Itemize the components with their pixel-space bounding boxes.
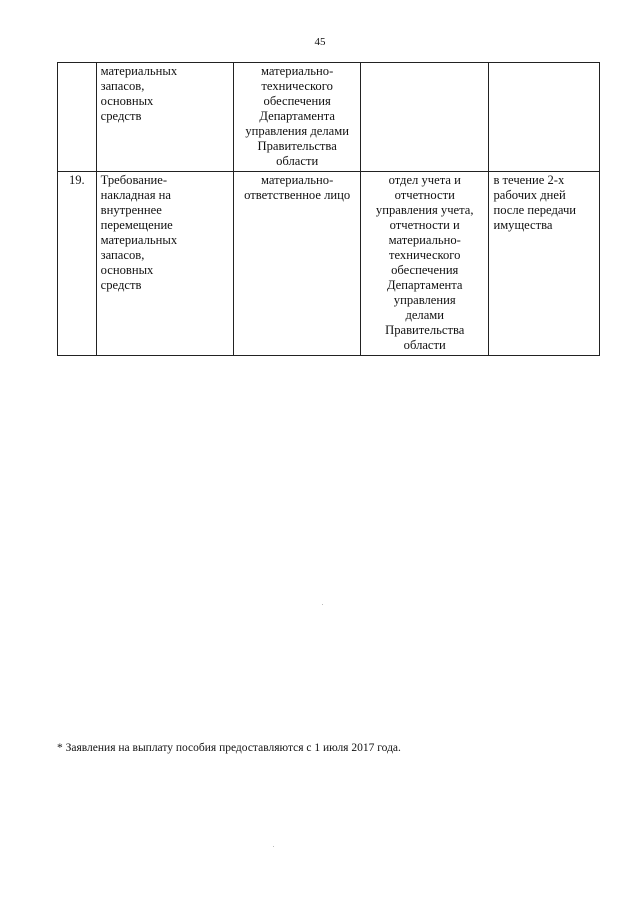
cell-line: основных [100, 263, 154, 277]
cell-line: после передачи [493, 203, 577, 217]
cell-line: Требование- [100, 173, 168, 187]
cell-line: материальных [100, 233, 178, 247]
cell-line: внутреннее [100, 203, 162, 217]
cell-line: отдел учета и [388, 173, 461, 187]
cell-line: материально- [261, 173, 334, 187]
cell-line: в течение 2-х [493, 173, 565, 187]
cell-line: области [276, 154, 319, 168]
cell-line: материально- [261, 64, 334, 78]
row-number-cell [58, 63, 97, 172]
cell-line: рабочих дней [493, 188, 566, 202]
cell-line: средств [100, 278, 142, 292]
recipient-cell [361, 172, 489, 356]
cell-line: материально- [388, 233, 461, 247]
cell-line: технического [261, 79, 333, 93]
document-name-cell [96, 63, 234, 172]
cell-line: делами [405, 308, 445, 322]
cell-line: управления [393, 293, 456, 307]
cell-line: области [403, 338, 446, 352]
cell-line: обеспечения [263, 94, 331, 108]
cell-line: материальных [100, 64, 178, 78]
cell-line: обеспечения [391, 263, 459, 277]
recipient-cell [361, 63, 489, 172]
cell-line: Правительства [385, 323, 465, 337]
cell-line: управления учета, [375, 203, 474, 217]
document-name-cell [96, 172, 234, 356]
cell-line: управления делами [245, 124, 349, 138]
term-cell [489, 172, 600, 356]
row-number-cell: 19. [58, 172, 97, 356]
submitter-cell [234, 172, 361, 356]
cell-line: технического [389, 248, 461, 262]
footnote: * Заявления на выплату пособия предоставляются с 1 июля 2017 года. [57, 742, 401, 754]
submitter-cell [234, 63, 361, 172]
cell-line: Департамента [259, 109, 335, 123]
cell-line: Департамента [386, 278, 463, 292]
cell-line: ответственное лицо [244, 188, 351, 202]
cell-line: запасов, [100, 79, 145, 93]
cell-line: запасов, [100, 248, 145, 262]
scan-speck [322, 604, 323, 605]
cell-line: имущества [493, 218, 553, 232]
cell-line: отчетности [394, 188, 455, 202]
cell-line: средств [100, 109, 142, 123]
cell-line: накладная на [100, 188, 171, 202]
cell-line: Правительства [257, 139, 337, 153]
cell-line: перемещение [100, 218, 173, 232]
scan-speck [273, 846, 274, 847]
document-table [57, 62, 600, 356]
cell-line: основных [100, 94, 154, 108]
term-cell [489, 63, 600, 172]
page-number: 45 [314, 36, 326, 48]
table-row [58, 172, 600, 356]
table-row [58, 63, 600, 172]
cell-line: отчетности и [389, 218, 460, 232]
